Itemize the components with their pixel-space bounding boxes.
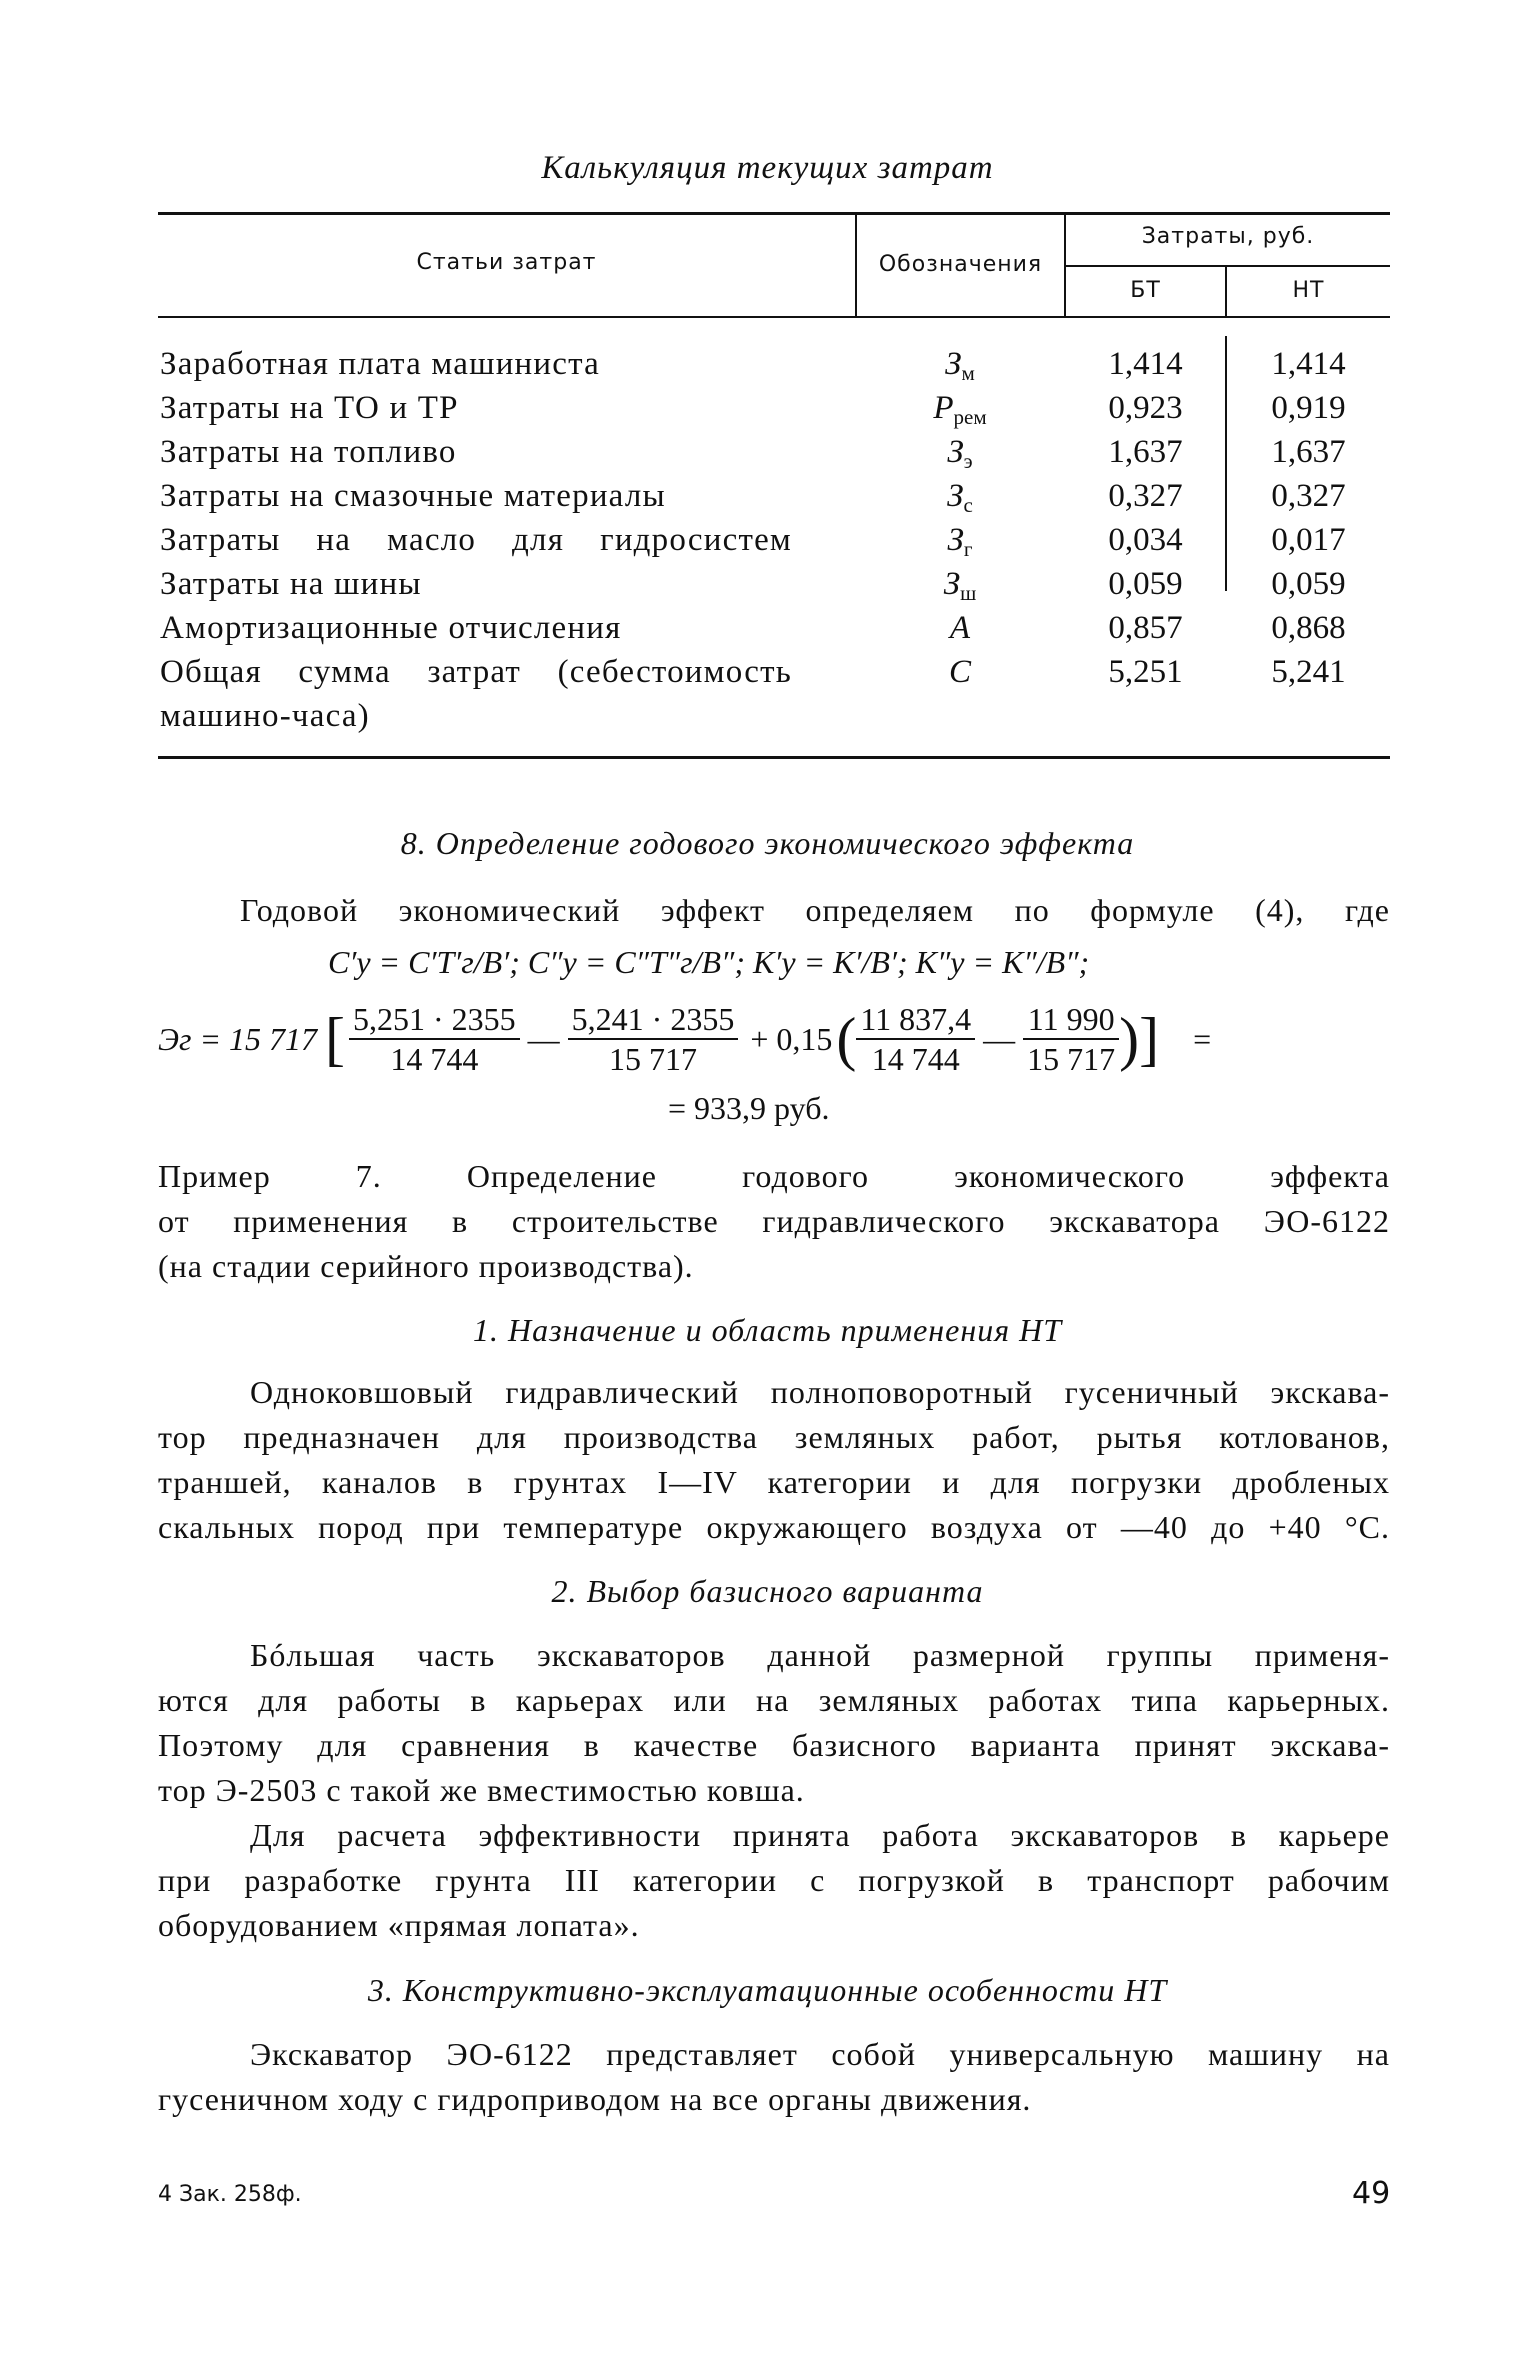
formula-plus: + 0,15 — [750, 1020, 833, 1057]
table-row-symbol — [855, 650, 1065, 694]
table-row-name: Затраты на масло для гидросистем — [160, 522, 792, 558]
symbol-letter: A — [949, 610, 971, 646]
frac4-den: 15 717 — [1027, 1041, 1116, 1077]
section2-p2-line-1: Для расчета эффективности принята работа экскаваторов в карьере — [250, 1817, 1390, 1853]
formula-frac-1 — [349, 1000, 520, 1078]
table-header-rule — [158, 316, 1390, 318]
table-row-nt: 0,868 — [1271, 610, 1346, 646]
formula-result: = 933,9 руб. — [668, 1090, 830, 1126]
section1-line-2: тор предназначен для производства земляных работ, рытья котлованов, — [158, 1419, 1390, 1455]
table-row-nt: 5,241 — [1271, 654, 1346, 690]
symbol-subscript: м — [961, 361, 975, 385]
formula-paren-open: ( — [836, 1005, 857, 1072]
table-row-name: Общая сумма затрат (себестоимость — [160, 654, 792, 690]
table-title: Калькуляция текущих затрат — [541, 150, 994, 186]
symbol-subscript: г — [963, 537, 973, 561]
frac4-num: 11 990 — [1023, 1000, 1119, 1040]
table-row-symbol — [855, 606, 1065, 650]
symbol-letter: З — [943, 566, 961, 602]
section2-heading: 2. Выбор базисного варианта — [551, 1573, 984, 1609]
frac1-num: 5,251 · 2355 — [349, 1000, 520, 1040]
table-row-bt: 1,414 — [1108, 346, 1183, 382]
table-row-bt: 5,251 — [1108, 654, 1183, 690]
section2-p1-line-2: ются для работы в карьерах или на земляных работах типа карьерных. — [158, 1682, 1390, 1718]
table-row-bt: 0,857 — [1108, 610, 1183, 646]
header-item: Статьи затрат — [416, 250, 597, 275]
table-row-nt: 0,059 — [1271, 566, 1346, 602]
table-row-bt: 0,327 — [1108, 478, 1183, 514]
table-row-nt: 1,414 — [1271, 346, 1346, 382]
formula-paren-close: ) — [1119, 1005, 1140, 1072]
symbol-subscript: ш — [960, 581, 977, 605]
section1-line-3: траншей, каналов в грунтах I—IV категории и для погрузки дробленых — [158, 1464, 1390, 1500]
table-row-nt: 0,017 — [1271, 522, 1346, 558]
table-costs-subrule — [1064, 265, 1390, 267]
formula-frac-3 — [856, 1000, 975, 1078]
frac3-den: 14 744 — [871, 1041, 960, 1077]
formula-frac-2 — [568, 1000, 739, 1078]
header-costs: Затраты, руб. — [1141, 224, 1315, 249]
table-row-name: Заработная плата машиниста — [160, 346, 600, 382]
symbol-letter: C — [948, 654, 971, 690]
table-row-nt: 0,327 — [1271, 478, 1346, 514]
table-row-bt: 0,059 — [1108, 566, 1183, 602]
table-top-rule — [158, 212, 1390, 215]
formula-bracket-close: ] — [1139, 1005, 1160, 1072]
formula-minus-1: — — [527, 1020, 560, 1057]
symbol-letter: З — [947, 478, 964, 514]
table-bottom-rule — [158, 756, 1390, 759]
section2-p2-line-3: оборудованием «прямая лопата». — [158, 1907, 640, 1943]
header-nt: НТ — [1292, 278, 1325, 303]
example-line-1: Пример 7. Определение годового экономического эффекта — [158, 1158, 1390, 1194]
formula-definitions: C′у = C′T′г/B′; C″у = C″T″г/B″; K′у = K′/B′; K″у = K″/B″; — [328, 944, 1090, 980]
table-row-name: Затраты на смазочные материалы — [160, 478, 666, 514]
example-line-3: (на стадии серийного производства). — [158, 1248, 694, 1284]
header-bt: БТ — [1130, 278, 1161, 303]
table-row-name: Затраты на шины — [160, 566, 422, 602]
symbol-letter: З — [947, 522, 964, 558]
section2-p2-line-2: при разработке грунта III категории с погрузкой в транспорт рабочим — [158, 1862, 1390, 1898]
example-line-2: от применения в строительстве гидравлического экскаватора ЭО-6122 — [158, 1203, 1390, 1239]
section8-heading: 8. Определение годового экономического эффекта — [400, 825, 1135, 861]
section1-line-4: скальных пород при температуре окружающего воздуха от —40 до +40 °С. — [158, 1509, 1390, 1545]
formula-bracket-open: [ — [325, 1005, 346, 1072]
formula-equals: = — [1193, 1020, 1212, 1057]
footer-order: 4 Зак. 258ф. — [158, 2182, 302, 2207]
table-row-bt: 0,923 — [1108, 390, 1183, 426]
section3-heading: 3. Конструктивно-эксплуатационные особенности НТ — [367, 1972, 1168, 2008]
table-row-bt: 1,637 — [1108, 434, 1183, 470]
table-row-name: машино-часа) — [160, 698, 370, 734]
section1-heading: 1. Назначение и область применения НТ — [472, 1312, 1063, 1348]
formula-main — [158, 1000, 1211, 1078]
symbol-letter: З — [945, 346, 962, 382]
table-row-bt: 0,034 — [1108, 522, 1183, 558]
page-number: 49 — [1352, 2176, 1391, 2211]
section2-p1-line-4: тор Э-2503 с такой же вместимостью ковша. — [158, 1772, 805, 1808]
frac3-num: 11 837,4 — [856, 1000, 975, 1040]
symbol-subscript: э — [963, 449, 973, 473]
section3-line-2: гусеничном ходу с гидроприводом на все органы движения. — [158, 2081, 1032, 2117]
table-row-name: Затраты на топливо — [160, 434, 457, 470]
formula-minus-2: — — [983, 1020, 1016, 1057]
symbol-subscript: рем — [953, 405, 987, 429]
section8-intro: Годовой экономический эффект определяем по формуле (4), где — [240, 892, 1390, 928]
symbol-subscript: с — [963, 493, 973, 517]
section3-line-1: Экскаватор ЭО-6122 представляет собой универсальную машину на — [250, 2036, 1390, 2072]
table-row-name: Затраты на ТО и ТР — [160, 390, 459, 426]
section2-p1-line-3: Поэтому для сравнения в качестве базисного варианта принят экскава- — [158, 1727, 1390, 1763]
table-row-name: Амортизационные отчисления — [160, 610, 622, 646]
table-row-nt: 1,637 — [1271, 434, 1346, 470]
symbol-letter: P — [933, 390, 954, 426]
frac2-den: 15 717 — [609, 1041, 697, 1077]
section2-p1-line-1: Бóльшая часть экскаваторов данной размерной группы применя- — [250, 1637, 1390, 1673]
frac2-num: 5,241 · 2355 — [568, 1000, 739, 1040]
header-symbol: Обозначения — [878, 252, 1043, 277]
table-row-nt: 0,919 — [1271, 390, 1346, 426]
formula-lhs: Эг = 15 717 — [158, 1020, 318, 1057]
formula-frac-4 — [1023, 1000, 1119, 1078]
symbol-letter: З — [947, 434, 964, 470]
frac1-den: 14 744 — [390, 1041, 479, 1077]
section1-line-1: Одноковшовый гидравлический полноповоротный гусеничный экскава- — [250, 1374, 1390, 1410]
